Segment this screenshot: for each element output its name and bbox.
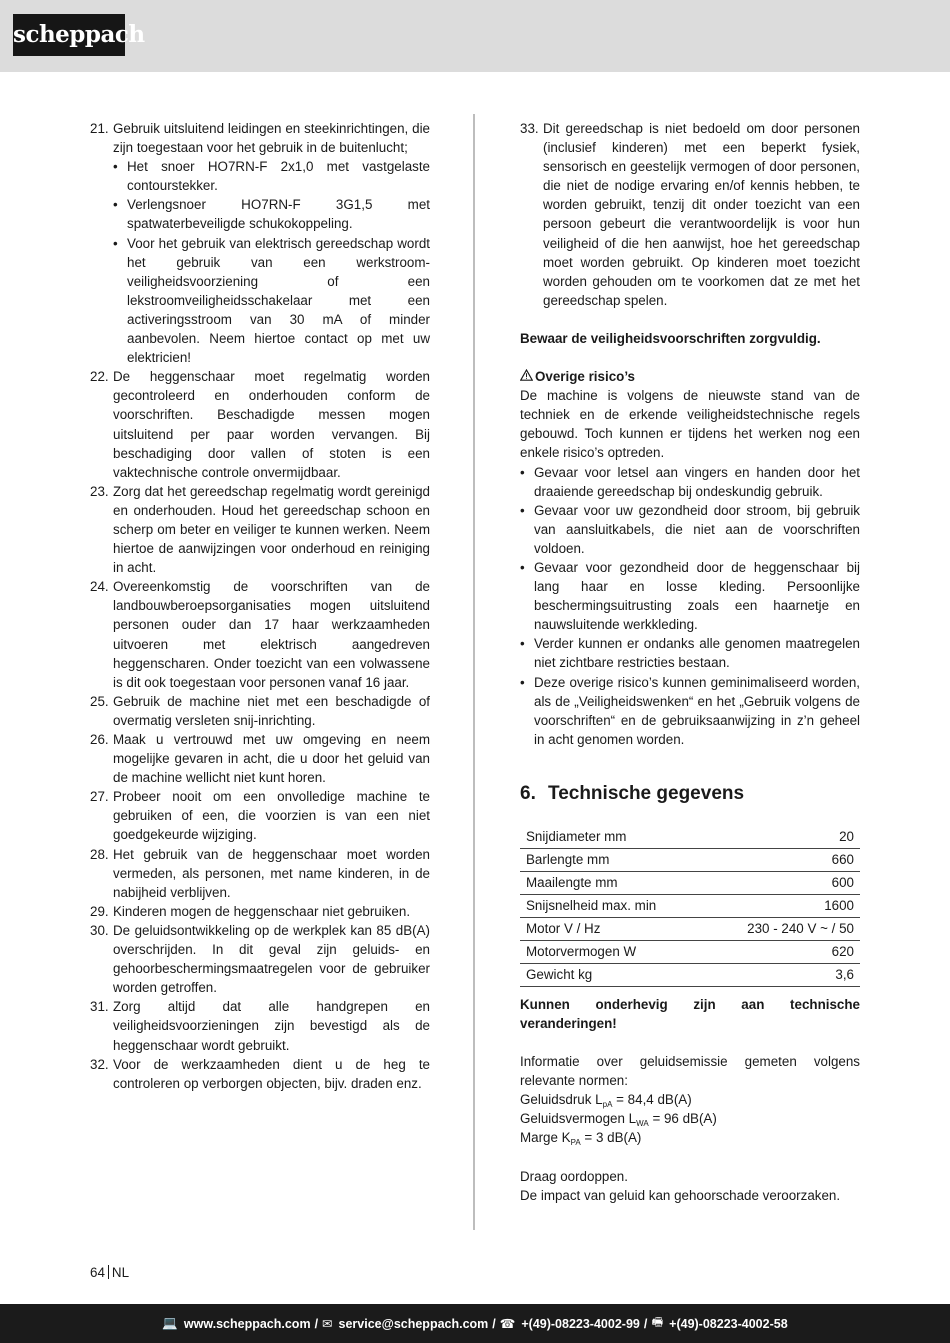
ear-protection-note: Draag oordoppen.	[520, 1168, 628, 1184]
item-text: Gebruik uitsluitend leidingen en steekinrichtingen, die zijn toegestaan voor het gebruik in de buitenlucht;	[113, 121, 430, 156]
fax-icon: 🖷	[651, 1315, 664, 1329]
item-number: 33.	[520, 121, 539, 136]
bullet-item: • Deze overige risico’s kunnen geminimaliseerd worden, als de „Veiligheidswenken“ en het „Gebruik volgens de voorschriften“ en de gebruiksaanwijzing in z’n geheel in acht genomen worden.	[520, 674, 860, 747]
table-row: Motorvermogen W 620	[520, 940, 860, 963]
scheppach-logo: scheppach	[13, 14, 125, 56]
list-item	[90, 845, 430, 902]
sound-power: Geluidsvermogen $L_{WA} = 96$ dB(A)	[520, 1111, 717, 1129]
header-bar	[0, 0, 950, 72]
item-number: 26.	[90, 732, 109, 747]
list-item	[90, 730, 430, 787]
noise-intro: Informatie over geluidsemissie gemeten volgens relevante normen:	[520, 1054, 860, 1089]
list-item	[90, 482, 430, 577]
item-number: 24.	[90, 579, 109, 595]
item-number: 27.	[90, 789, 109, 805]
footer-email: service@scheppach.com	[338, 1316, 489, 1331]
table-row: Maailengte mm 600	[520, 871, 860, 894]
residual-risks-heading: Overige risico’s	[520, 367, 860, 386]
sound-pressure: Geluidsdruk $L_{pA} = 84,4$ dB(A)	[520, 1092, 692, 1110]
list-item	[90, 1055, 430, 1093]
item-number: 32.	[90, 1056, 109, 1072]
bullet-item: • Gevaar voor letsel aan vingers en handen door het draaiende gereedschap bij ondeskundig gebruik.	[520, 464, 860, 499]
list-item	[90, 692, 430, 730]
list-item	[90, 367, 430, 482]
table-row: Snijdiameter mm 20	[520, 826, 860, 849]
bullet-item: • Het snoer HO7RN-F 2x1,0 met vastgelaste contourstekker.	[113, 159, 430, 194]
item-text: Overeenkomstig de voorschriften van de landbouwberoepsorganisaties mogen uitsluitend personen ouder dan 17 haar werkzaamheden uitvoeren met elektrisch aangedreven heggenscharen. Onder toezicht van een volwassene is dit ook toegestaan voor personen vanaf 16 jaar.	[113, 579, 430, 690]
item-text: Dit gereedschap is niet bedoeld om door personen (inclusief kinderen) met een beperkt fysiek, sensorisch en geestelijk vermogen of door personen, die niet de nodige ervaring en/of kennis hebben, te worden gebruikt, tenzij dit onder toezicht van een persoon gebeurt die verantwoordelijk is voor hun veiligheid of die hen aanwijst, hoe het gereedschap moet worden gebruikt. Op kinderen moet toezicht worden gehouden om te voorkomen dat ze met het gereedschap spelen.	[543, 121, 860, 308]
footer-bar: 💻 www.scheppach.com / ✉ service@scheppach.com / ☎ +(49)-08223-4002-99 / 🖷 +(49)-08223-4002-58	[0, 1304, 950, 1343]
noise-impact-note: De impact van geluid kan gehoorschade veroorzaken.	[520, 1187, 841, 1203]
bullet-item: • Voor het gebruik van elektrisch gereedschap wordt het gebruik van een werkstroom-veiligheidsvoorziening of een lekstroomveiligheidsschakelaar met een activeringsstroom van 30 mA of minder aanbevolen. Neem hiertoe contact op met uw elektricien!	[113, 235, 430, 366]
spec-table	[520, 826, 860, 987]
item-text: Kinderen mogen de heggenschaar niet gebruiken.	[113, 903, 411, 919]
residual-risks-list	[520, 463, 860, 749]
left-column	[90, 119, 430, 1093]
item-text: Zorg dat het gereedschap regelmatig wordt gereinigd en onderhouden. Houd het gereedschap schoon en scherp om beter en veiliger te kunnen werken. Neem hiertoe de aanwijzingen voor onderhoud en reiniging in acht.	[113, 483, 430, 576]
computer-icon: 💻	[162, 1316, 178, 1330]
item-number: 23.	[90, 483, 109, 499]
list-item	[90, 902, 430, 921]
bullet-item: • Gevaar voor gezondheid door de heggenschaar bij lang haar en losse kleding. Persoonlijke beschermingsuitrusting zoals een haarnetje en nauwsluitende werkkleding.	[520, 559, 860, 633]
list-item	[90, 997, 430, 1054]
right-column	[520, 119, 860, 1205]
footer-phone: +(49)-08223-4002-99	[521, 1316, 640, 1331]
item-number: 21.	[90, 121, 109, 136]
section-heading: 6. Technische gegevens	[520, 782, 745, 804]
bullet-list	[113, 157, 430, 367]
item-number: 28.	[90, 846, 109, 862]
warning-triangle-icon	[520, 367, 535, 386]
list-item	[90, 577, 430, 692]
bullet-item: • Verder kunnen er ondanks alle genomen maatregelen niet zichtbare restricties bestaan.	[520, 636, 860, 671]
item-number: 22.	[90, 369, 109, 385]
item-text: De heggenschaar moet regelmatig worden gecontroleerd en onderhouden conform de voorschriften. Beschadigde messen mogen uitsluitend per paar worden vervangen. Bij beschadiging door vallen of stoten is een vaktechnische controle onvermijdbaar.	[113, 369, 430, 480]
item-text: Maak u vertrouwd met uw omgeving en neem mogelijke gevaren in acht, die u door het geluid van de machine wellicht niet kunt horen.	[113, 732, 430, 786]
bullet-item: • Gevaar voor uw gezondheid door stroom, bij gebruik van aansluitkabels, die niet aan de voorschriften voldoen.	[520, 502, 860, 556]
email-icon: ✉	[322, 1317, 333, 1331]
item-number: 25.	[90, 693, 109, 709]
item-number: 29.	[90, 903, 109, 919]
item-text: Voor de werkzaamheden dient u de heg te controleren op verborgen objecten, bijv. draden enz.	[113, 1056, 430, 1091]
item-text: De geluidsontwikkeling op de werkplek kan 85 dB(A) overschrijden. In dit geval zijn geluids- en gehoorbeschermingsmaatregelen voor de gebruiker worden getroffen.	[113, 922, 430, 996]
item-text: Gebruik de machine niet met een beschadigde of overmatig versleten snij-inrichting.	[113, 693, 430, 728]
item-text: Zorg altijd dat alle handgrepen en veiligheidsvoorzieningen zijn bevestigd als de heggenschaar wordt gebruikt.	[113, 999, 430, 1053]
list-item	[520, 119, 860, 310]
keep-rules-note: Bewaar de veiligheidsvoorschriften zorgvuldig.	[520, 330, 821, 346]
list-item	[90, 119, 430, 367]
item-text: Het gebruik van de heggenschaar moet worden vermeden, als personen, met name kinderen, in de nabijheid verblijven.	[113, 846, 430, 900]
page-number: 64 NL	[90, 1265, 130, 1280]
table-row: Barlengte mm 660	[520, 848, 860, 871]
table-row: Snijsnelheid max. min 1600	[520, 894, 860, 917]
item-text: Probeer nooit om een onvolledige machine te gebruiken of een, die voorzien is van een niet goedgekeurde wijziging.	[113, 789, 430, 843]
footer-fax: +(49)-08223-4002-58	[669, 1316, 788, 1331]
list-item	[90, 787, 430, 844]
table-row: Motor V / Hz 230 - 240 V ~ / 50	[520, 917, 860, 940]
table-row: Gewicht kg 3,6	[520, 963, 860, 986]
tech-change-note: Kunnen onderhevig zijn aan technische veranderingen!	[520, 996, 860, 1031]
item-number: 30.	[90, 922, 109, 938]
item-number: 31.	[90, 999, 109, 1015]
phone-icon: ☎	[499, 1317, 516, 1331]
uncertainty-margin: Marge $K_{PA} = 3$ dB(A)	[520, 1130, 642, 1148]
residual-risks-intro: De machine is volgens de nieuwste stand van de techniek en de erkende veiligheidstechnische regels gebouwd. Toch kunnen er tijdens het werken nog een enkele risico’s optreden.	[520, 388, 860, 461]
bullet-item: • Verlengsnoer HO7RN-F 3G1,5 met spatwaterbeveiligde schukokoppeling.	[113, 197, 430, 232]
footer-website: www.scheppach.com	[183, 1316, 311, 1331]
list-item	[90, 921, 430, 997]
column-divider	[473, 114, 475, 1230]
